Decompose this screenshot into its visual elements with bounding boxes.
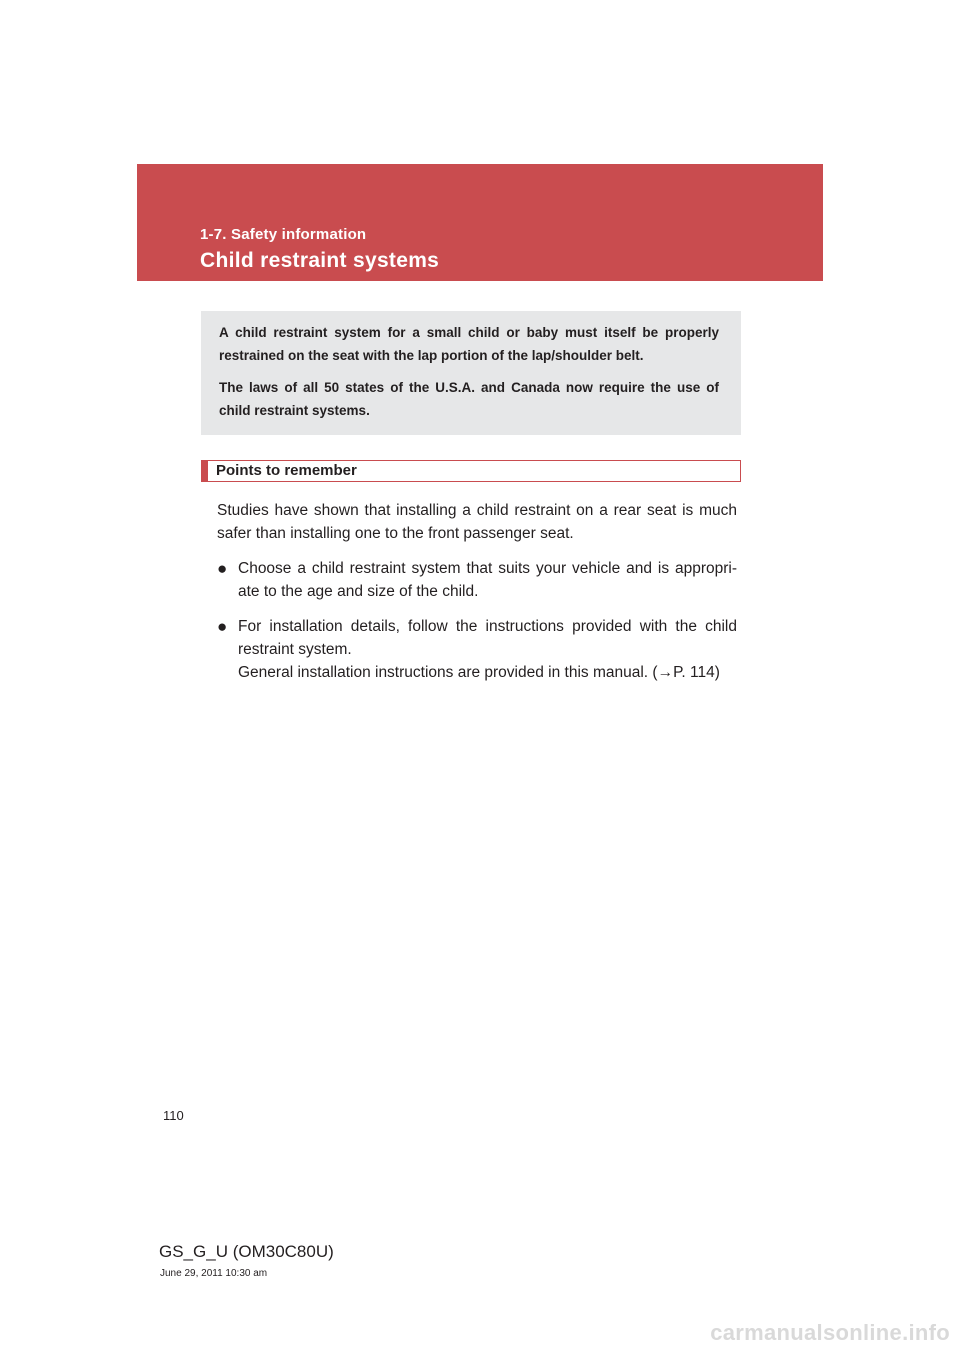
intro-paragraph-2: The laws of all 50 states of the U.S.A. and Canada now require the use of child restraint systems. — [219, 380, 719, 418]
intro-box — [201, 311, 741, 435]
section-header — [137, 164, 823, 281]
bullet-icon: ● — [217, 617, 228, 636]
page-title: Child restraint systems — [200, 249, 440, 272]
section-label: 1-7. Safety information — [200, 226, 367, 243]
list-item — [217, 615, 737, 684]
bullet-icon: ● — [217, 559, 228, 578]
document-code: GS_G_U (OM30C80U) — [159, 1242, 334, 1261]
points-heading: Points to remember — [201, 460, 741, 482]
points-body — [217, 499, 737, 696]
points-intro: Studies have shown that installing a child restraint on a rear seat is much safer than installing one to the front passenger seat. — [217, 502, 737, 542]
page-number: 110 — [163, 1108, 184, 1123]
print-date: June 29, 2011 10:30 am — [160, 1268, 268, 1279]
intro-paragraph-1: A child restraint system for a small child or baby must itself be properly restrained on the seat with the lap portion of the lap/shoulder belt. — [219, 325, 719, 363]
bullet-text: Choose a child restraint system that suits your vehicle and is appropri-ate to the age and size of the child. — [238, 560, 737, 600]
list-item — [217, 557, 737, 603]
bullet-subtext: General installation instructions are provided in this manual. (→P. 114) — [238, 664, 720, 681]
watermark: carmanualsonline.info — [710, 1320, 950, 1345]
bullet-text: For installation details, follow the instructions provided with the child restraint system. — [238, 618, 737, 658]
